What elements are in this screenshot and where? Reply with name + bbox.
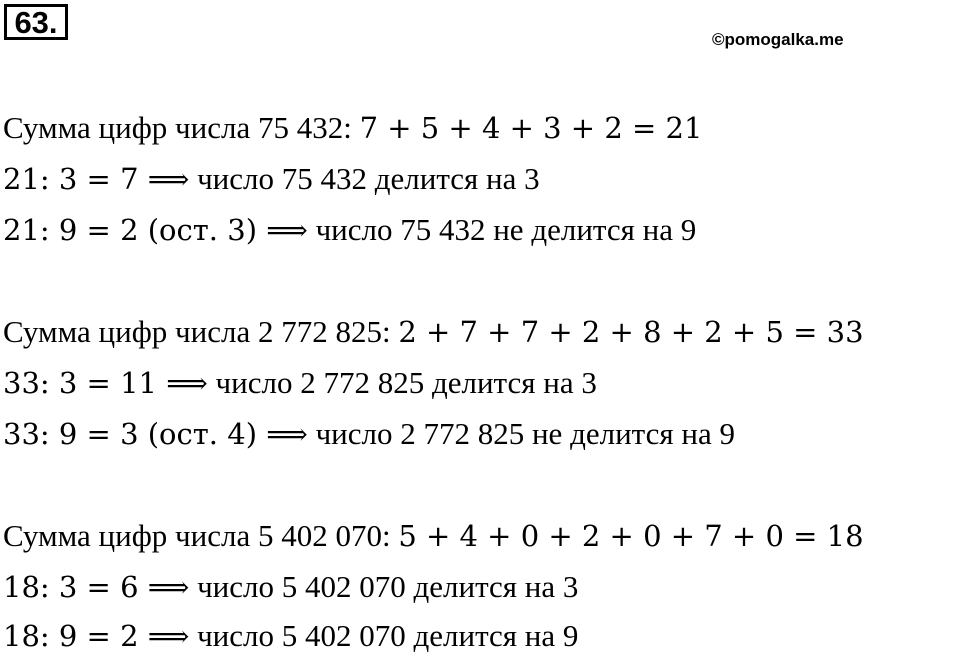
block-1-div3-line xyxy=(3,161,540,197)
conclusion-text: число 2 772 825 делится на 3 xyxy=(207,365,597,400)
block-3-div9-line xyxy=(3,618,578,654)
conclusion-text: число 5 402 070 делится на 9 xyxy=(189,618,579,653)
division-math: 18: 3 = 6 ⟹ xyxy=(3,570,190,604)
watermark: ©pomogalka.me xyxy=(712,30,844,49)
sum-math: 5 + 4 + 0 + 2 + 0 + 7 + 0 = 18 xyxy=(398,519,864,553)
conclusion-text: число 2 772 825 не делится на 9 xyxy=(307,416,735,451)
block-2-sum-line xyxy=(3,314,864,350)
task-number-box: 63. xyxy=(4,4,68,40)
block-1-sum-line xyxy=(3,110,702,146)
block-3-sum-line xyxy=(3,518,864,554)
sum-math: 7 + 5 + 4 + 3 + 2 = 21 xyxy=(359,111,703,145)
conclusion-text: число 75 432 делится на 3 xyxy=(189,161,540,196)
sum-text: Сумма цифр числа 2 772 825: xyxy=(3,314,399,349)
sum-math: 2 + 7 + 7 + 2 + 8 + 2 + 5 = 33 xyxy=(398,315,864,349)
block-1-div9-line xyxy=(3,212,696,248)
division-math: 33: 3 = 11 ⟹ xyxy=(3,366,208,400)
division-math: 21: 3 = 7 ⟹ xyxy=(3,162,190,196)
division-math: 18: 9 = 2 ⟹ xyxy=(3,619,190,653)
conclusion-text: число 5 402 070 делится на 3 xyxy=(189,569,579,604)
block-3-div3-line xyxy=(3,569,578,605)
block-2-div3-line xyxy=(3,365,597,401)
sum-text: Сумма цифр числа 75 432: xyxy=(3,110,360,145)
sum-text: Сумма цифр числа 5 402 070: xyxy=(3,518,399,553)
block-2-div9-line xyxy=(3,416,735,452)
division-math: 33: 9 = 3 (ост. 4) ⟹ xyxy=(3,417,308,451)
division-math: 21: 9 = 2 (ост. 3) ⟹ xyxy=(3,213,308,247)
conclusion-text: число 75 432 не делится на 9 xyxy=(307,212,697,247)
